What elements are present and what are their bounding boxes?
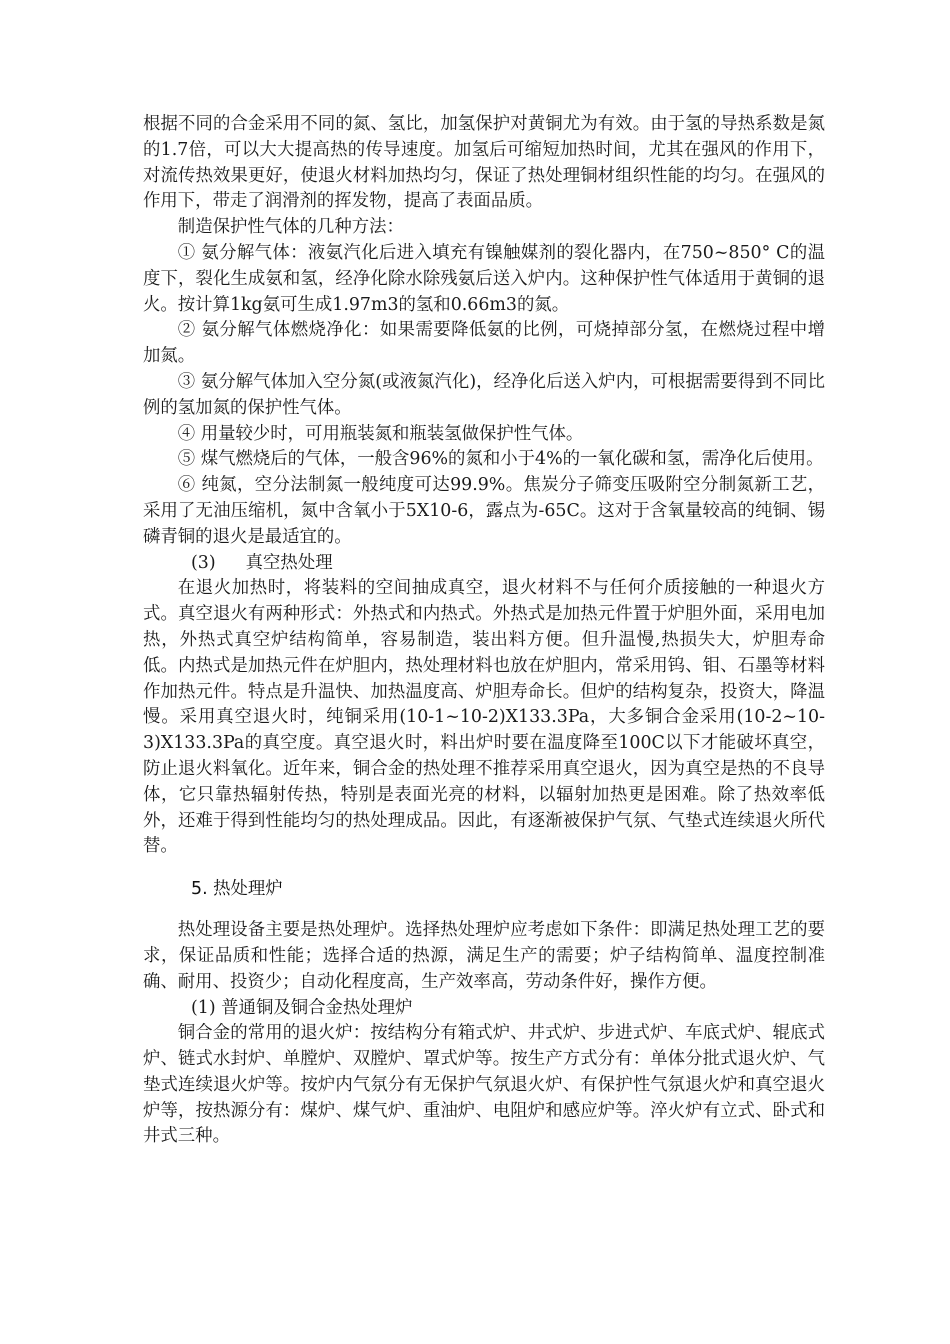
paragraph-vacuum-annealing: 在退火加热时，将装料的空间抽成真空，退火材料不与任何介质接触的一种退火方式。真空退火有两种形式：外热式和内热式。外热式是加热元件置于炉胆外面，采用电加热，外热式真空炉结构简单，容易制造，装出料方便。但升温慢,热损失大，炉胆寿命低。内热式是加热元件在炉胆内，热处理材料也放在炉胆内，常采用钨、钼、石墨等材料作加热元件。特点是升温快、加热温度高、炉胆寿命长。但炉的结构复杂，投资大，降温慢。采用真空退火时，纯铜采用(10-1~10-2)X133.3Pa，大多铜合金采用(10-2~10-3)X133.3Pa的真空度。真空退火时，料出炉时要在温度降至100C以下才能破坏真空，防止退火料氧化。近年来，铜合金的热处理不推荐采用真空退火，因为真空是热的不良导体，它只靠热辐射传热，特别是表面光亮的材料，以辐射加热更是困难。除了热效率低外，还难于得到性能均匀的热处理成品。因此，有逐渐被保护气氛、气垫式连续退火所代替。 bbox=[143, 578, 825, 857]
paragraph-hydrogen-protection: 根据不同的合金采用不同的氮、氢比，加氢保护对黄铜尤为有效。由于氢的导热系数是氮的1.7倍，可以大大提高热的传导速度。加氢后可缩短加热时间，尤其在强风的作用下，对流传热效果更好，使退火材料加热均匀，保证了热处理铜材组织性能的均匀。在强风的作用下，带走了润滑剂的挥发物，提高了表面品质。 bbox=[143, 114, 825, 212]
section-heading-furnace: 5. 热处理炉 bbox=[191, 879, 283, 900]
paragraph-method-4: ④ 用量较少时，可用瓶装氮和瓶装氢做保护性气体。 bbox=[177, 423, 584, 444]
document-body bbox=[143, 112, 825, 1150]
paragraph-method-2: ② 氨分解气体燃烧净化：如果需要降低氨的比例，可烧掉部分氢，在燃烧过程中增加氮。 bbox=[143, 320, 825, 367]
paragraph-furnace-types: 铜合金的常用的退火炉：按结构分有箱式炉、井式炉、步进式炉、车底式炉、辊底式炉、链式水封炉、单膛炉、双膛炉、罩式炉等。按生产方式分有：单体分批式退火炉、气垫式连续退火炉等。按炉内气氛分有无保护气氛退火炉、有保护性气氛退火炉和真空退火炉等，按热源分有：煤炉、煤气炉、重油炉、电阻炉和感应炉等。淬火炉有立式、卧式和井式三种。 bbox=[143, 1023, 825, 1147]
paragraph-methods-intro: 制造保护性气体的几种方法： bbox=[177, 217, 404, 238]
subsection-number: (3) bbox=[191, 552, 216, 573]
paragraph-method-5: ⑤ 煤气燃烧后的气体，一般含96%的氮和小于4%的一氧化碳和氢，需净化后使用。 bbox=[177, 449, 824, 470]
paragraph-method-3: ③ 氨分解气体加入空分氮(或液氮汽化)，经净化后送入炉内，可根据需要得到不同比例的氢加氮的保护性气体。 bbox=[143, 371, 825, 418]
subsection-title: 真空热处理 bbox=[245, 552, 333, 573]
subsection-vacuum-heading bbox=[143, 551, 825, 577]
paragraph-furnace-conditions: 热处理设备主要是热处理炉。选择热处理炉应考虑如下条件：即满足热处理工艺的要求，保证品质和性能；选择合适的热源，满足生产的需要；炉子结构简单、温度控制准确、耐用、投资少；自动化程度高，生产效率高，劳动条件好，操作方便。 bbox=[143, 920, 825, 992]
subsection-common-furnace: (1) 普通铜及铜合金热处理炉 bbox=[191, 997, 413, 1018]
paragraph-method-1: ① 氨分解气体：液氨汽化后进入填充有镍触媒剂的裂化器内，在750~850° C的温度下，裂化生成氨和氢，经净化除水除残氨后送入炉内。这种保护性气体适用于黄铜的退火。按计算1kg氨可生成1.97m3的氢和0.66m3的氮。 bbox=[143, 242, 825, 315]
paragraph-method-6: ⑥ 纯氮，空分法制氮一般纯度可达99.9%。焦炭分子筛变压吸附空分制氮新工艺，采用了无油压缩机，氮中含氧小于5X10-6，露点为-65C。这对于含氧量较高的纯铜、锡磷青铜的退火是最适宜的。 bbox=[143, 475, 825, 547]
